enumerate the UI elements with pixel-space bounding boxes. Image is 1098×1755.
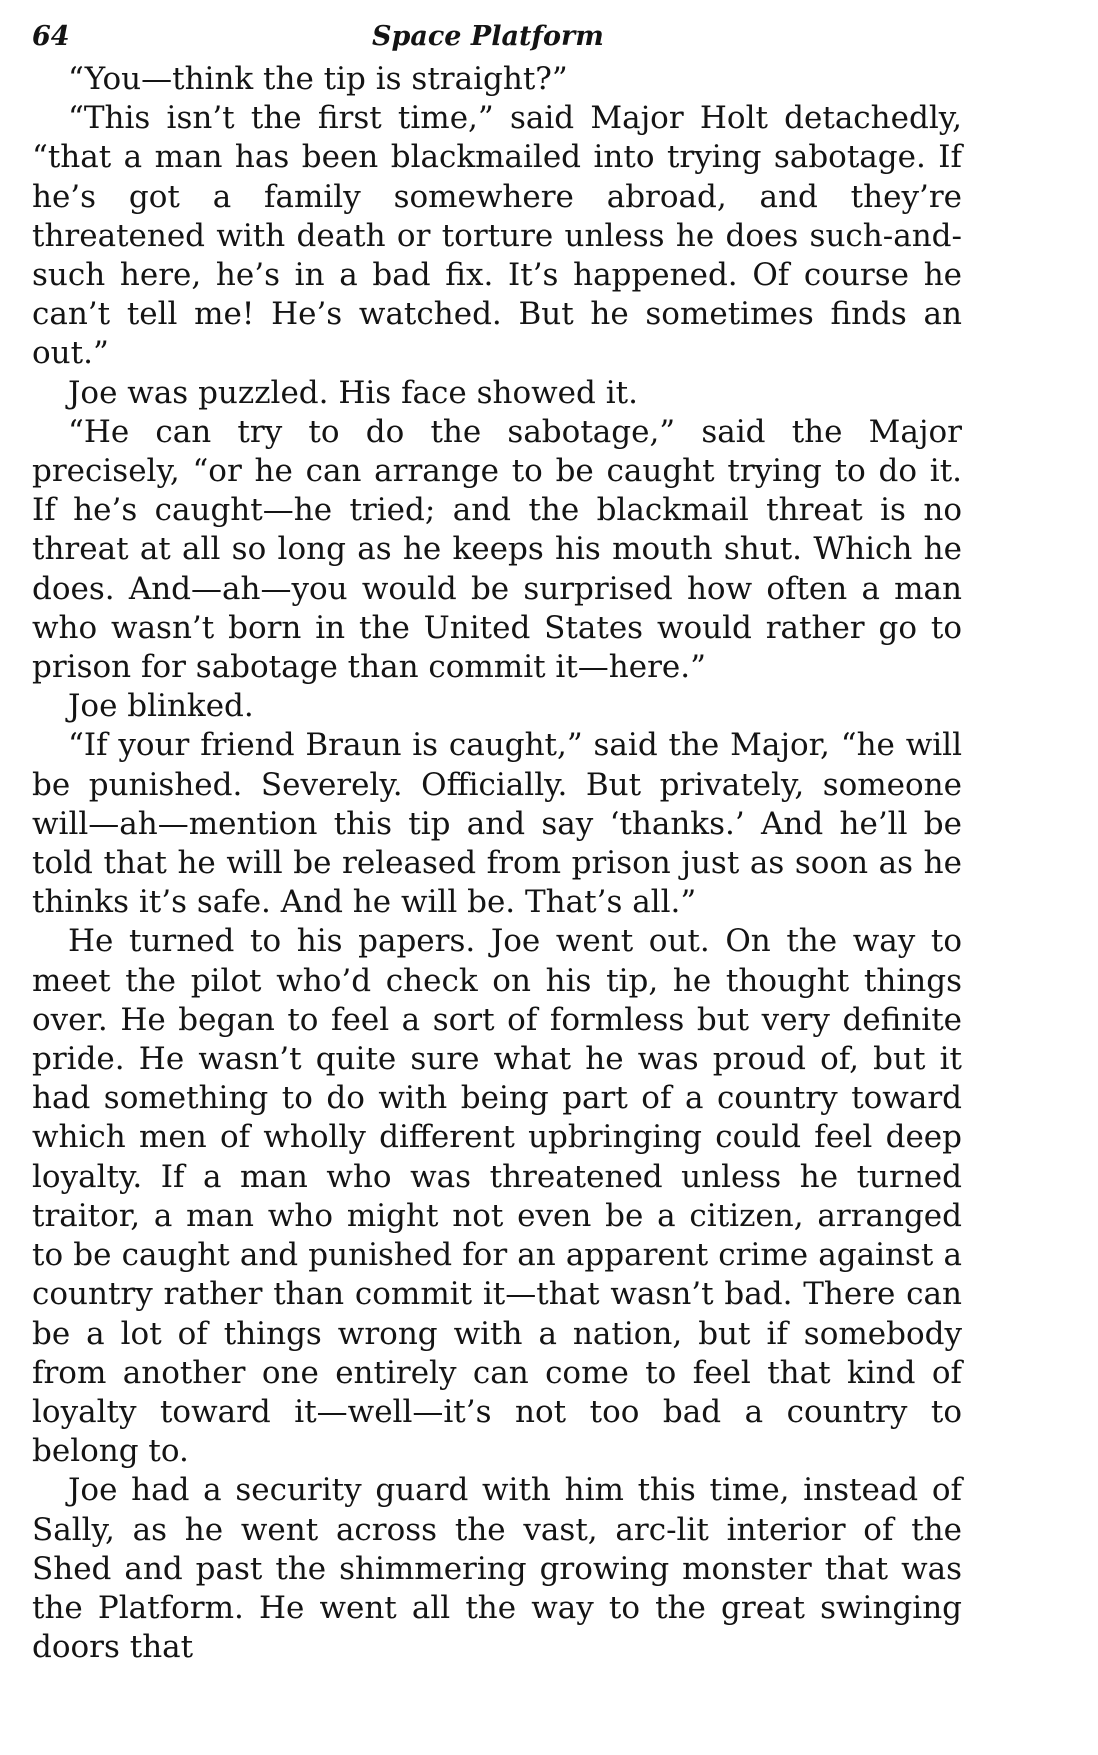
paragraph: Joe was puzzled. His face showed it. bbox=[68, 374, 638, 411]
paragraph: “You—think the tip is straight?” bbox=[68, 61, 568, 97]
paragraph: “If your friend Braun is caught,” said the Major, “he will be punished. Severely. Officially. But privately, someone will—ah—mention this tip and say ‘thanks.’ And he’ll be told that he will be released from prison just as soon as he thinks it’s safe. And he will be. That’s all.” bbox=[32, 727, 962, 921]
paragraph: He turned to his papers. Joe went out. On the way to meet the pilot who’d check on his tip, he thought things over. He began to feel a sort of formless but very definite pride. He wasn’t quite sure what he was proud of, but it had something to do with being part of a country toward which men of wholly different upbringing could feel deep loyalty. If a man who was threatened unless he turned traitor, a man who might not even be a citizen, arranged to be caught and punished for an apparent crime against a country rather than commit it—that wasn’t bad. There can be a lot of things wrong with a nation, but if somebody from another one entirely can come to feel that kind of loyalty toward it—well—it’s not too bad a country to belong to. bbox=[32, 923, 962, 1470]
paragraph: “This isn’t the first time,” said Major Holt detachedly, “that a man has been blackmailed into trying sabotage. If he’s got a family somewhere abroad, and they’re threatened with death or torture unless he does such-and-such here, he’s in a bad fix. It’s happened. Of course he can’t tell me! He’s watched. But he sometimes finds an out.” bbox=[32, 100, 962, 372]
paragraph: Joe had a security guard with him this time, instead of Sally, as he went across the vast, arc-lit interior of the Shed and past the shimmering growing monster that was the Platform. He went all the way to the great swinging doors that bbox=[32, 1472, 962, 1666]
page-number: 64 bbox=[32, 21, 70, 52]
paragraph: “He can try to do the sabotage,” said the Major precisely, “or he can arrange to be caught trying to do it. If he’s caught—he tried; and the blackmail threat is no threat at all so long as he keeps his mouth shut. Which he does. And—ah—you would be surprised how often a man who wasn’t born in the United States would rather go to prison for sabotage than commit it—here.” bbox=[32, 413, 962, 686]
running-head bbox=[32, 14, 962, 60]
book-title: Space Platform bbox=[372, 21, 604, 52]
paragraph: Joe blinked. bbox=[68, 688, 254, 725]
book-page bbox=[32, 14, 962, 1667]
body-text bbox=[32, 60, 962, 1667]
